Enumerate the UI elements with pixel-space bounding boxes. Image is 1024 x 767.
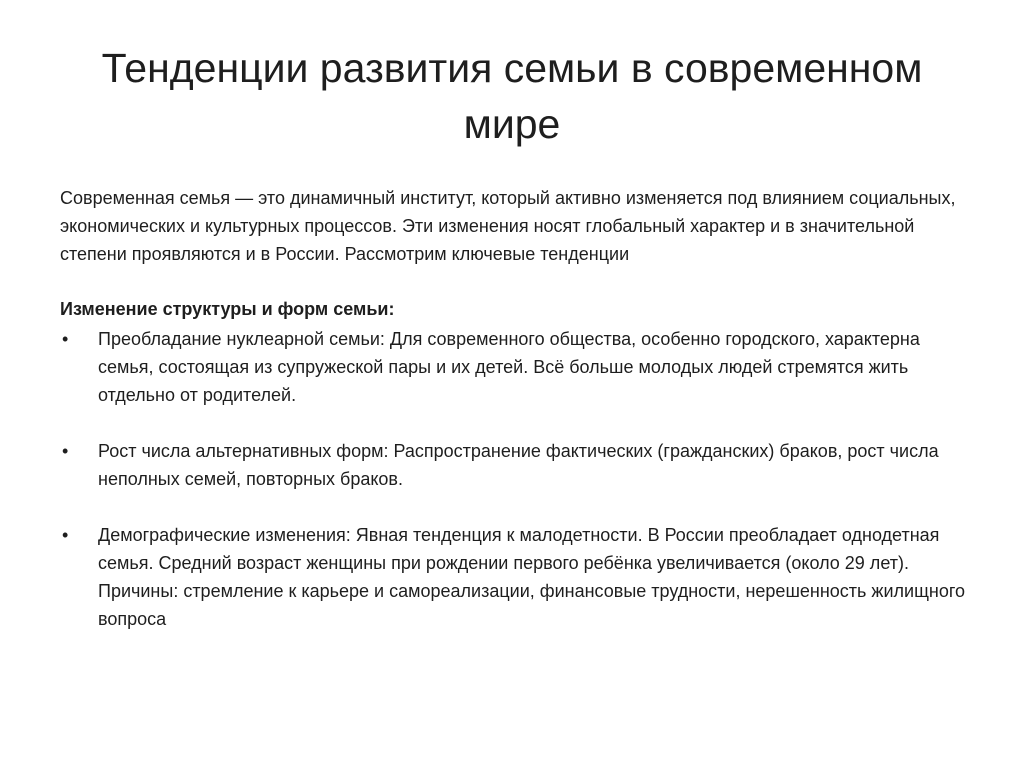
bullet-icon: • (62, 329, 69, 349)
bullet-text: Преобладание нуклеарной семьи: Для современного общества, особенно городского, характерна семья, состоящая из супружеской пары и их детей. Всё больше молодых людей стремятся жить отдельно от родителей. (98, 329, 920, 405)
intro-paragraph: Современная семья — это динамичный институт, который активно изменяется под влиянием социальных, экономических и культурных процессов. Эти изменения носят глобальный характер и в значительной степени проявляются и в России. Рассмотрим ключевые тенденции (60, 188, 956, 264)
bullet-list (60, 325, 965, 633)
bullet-item-nuclear-family (60, 325, 965, 409)
bullet-text: Рост числа альтернативных форм: Распространение фактических (гражданских) браков, рост числа неполных семей, повторных браков. (98, 441, 939, 489)
bullet-icon: • (62, 525, 69, 545)
slide-content (60, 184, 965, 661)
bullet-icon: • (62, 441, 69, 461)
slide-title: Тенденции развития семьи в современном мире (101, 45, 923, 147)
bullet-text: Демографические изменения: Явная тенденция к малодетности. В России преобладает однодетная семья. Средний возраст женщины при рождении первого ребёнка увеличивается (около 29 лет). Причины: стремление к карьере и самореализации, финансовые трудности, нерешенность жилищного вопроса (98, 525, 966, 629)
bullet-item-alternative-forms (60, 437, 965, 493)
section-heading: Изменение структуры и форм семьи: (60, 299, 395, 319)
bullet-item-demographic-changes (60, 521, 965, 633)
